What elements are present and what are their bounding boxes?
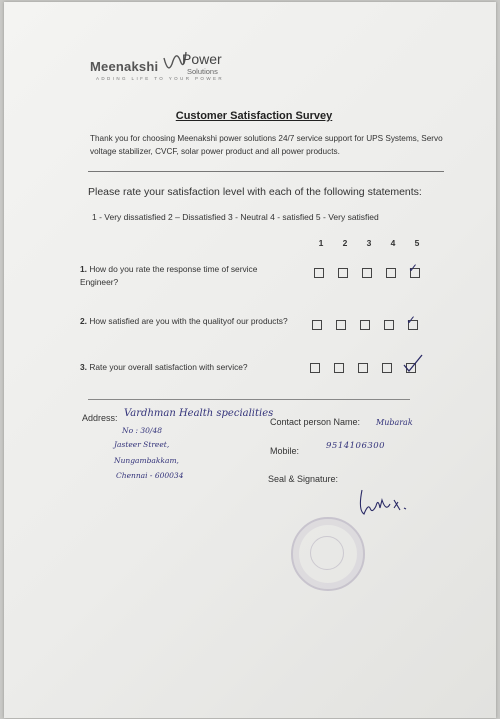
q3-option-2-checkbox[interactable]: [334, 363, 344, 373]
q2-option-4-checkbox[interactable]: [384, 320, 394, 330]
question-text: How do you rate the response time of service Engineer?: [80, 264, 258, 287]
q3-option-4-checkbox[interactable]: [382, 363, 392, 373]
question-1: [80, 263, 290, 289]
q1-option-4-checkbox[interactable]: [386, 268, 396, 278]
scale-number: 4: [390, 238, 396, 248]
question-number: 1.: [80, 264, 87, 274]
address-line: Vardhman Health specialities: [124, 408, 274, 419]
mobile-label: Mobile:: [270, 446, 300, 456]
scale-number: 3: [366, 238, 372, 248]
logo-solutions-text: Solutions: [187, 67, 218, 76]
logo-power-text: Power: [182, 51, 222, 67]
question-3: [80, 361, 310, 374]
question-2: [80, 315, 290, 328]
survey-title: Customer Satisfaction Survey: [175, 110, 333, 122]
scale-number: 2: [342, 238, 348, 248]
q3-option-3-checkbox[interactable]: [358, 363, 368, 373]
q3-option-1-checkbox[interactable]: [310, 363, 320, 373]
rating-scale-legend: 1 - Very dissatisfied 2 – Dissatisfied 3 - Neutral 4 - satisfied 5 - Very satisfied: [92, 212, 379, 222]
question-text: Rate your overall satisfaction with service?: [89, 362, 248, 372]
q2-option-3-checkbox[interactable]: [360, 320, 370, 330]
address-line: Jasteer Street,: [114, 440, 170, 449]
seal-signature-label: Seal & Signature:: [268, 474, 339, 484]
contact-name-value: Mubarak: [376, 418, 413, 427]
check-mark-icon: ✓: [408, 261, 419, 275]
contact-name-label: Contact person Name:: [270, 417, 361, 427]
handwritten-signature: [354, 486, 414, 520]
logo-company-name: Meenakshi: [90, 59, 159, 74]
address-line: No : 30/48: [122, 426, 162, 435]
q2-option-1-checkbox[interactable]: [312, 320, 322, 330]
survey-form-paper: [4, 2, 496, 718]
mobile-value: 9514106300: [326, 441, 386, 451]
q1-option-1-checkbox[interactable]: [314, 268, 324, 278]
company-seal-inner-ring: [310, 536, 344, 570]
address-line: Nungambakkam,: [114, 456, 179, 465]
q1-option-2-checkbox[interactable]: [338, 268, 348, 278]
check-mark-icon: [402, 353, 424, 375]
question-number: 2.: [80, 316, 87, 326]
divider: [88, 171, 444, 172]
scale-number: 5: [414, 238, 420, 248]
question-text: How satisfied are you with the qualityof our products?: [89, 316, 288, 326]
divider: [88, 399, 410, 400]
scale-number: 1: [318, 238, 324, 248]
q1-option-3-checkbox[interactable]: [362, 268, 372, 278]
address-line: Chennai - 600034: [116, 471, 184, 480]
intro-text: Thank you for choosing Meenakshi power solutions 24/7 service support for UPS Systems, Servo voltage stabilizer, CVCF, solar power product and all power products.: [90, 134, 443, 156]
address-label: Address:: [82, 413, 118, 423]
logo-tagline: ADDING LIFE TO YOUR POWER: [96, 76, 225, 81]
rating-instruction: Please rate your satisfaction level with each of the following statements:: [88, 186, 422, 198]
check-mark-icon: ✓: [406, 313, 417, 327]
question-number: 3.: [80, 362, 87, 372]
q2-option-2-checkbox[interactable]: [336, 320, 346, 330]
